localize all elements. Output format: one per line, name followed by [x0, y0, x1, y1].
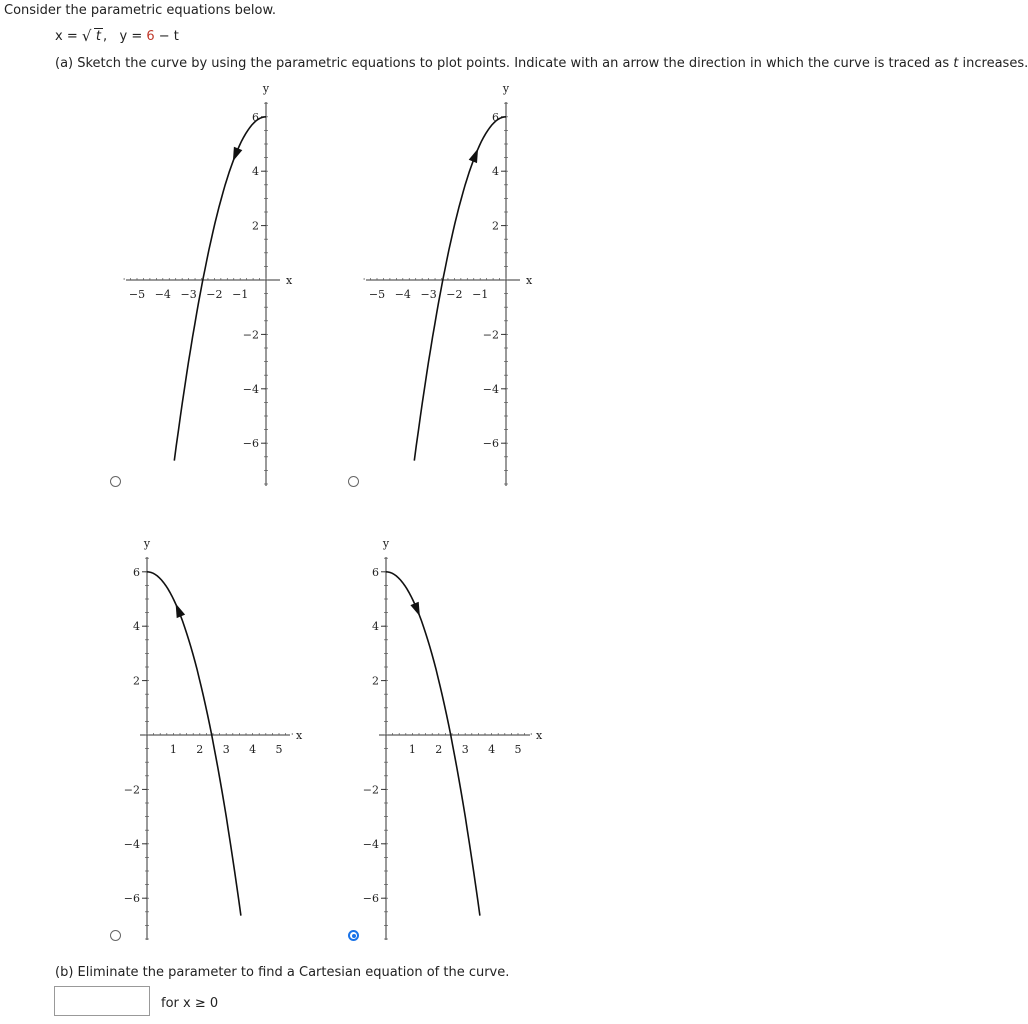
y-tick-label: 4: [492, 165, 499, 179]
option-3-radio[interactable]: [110, 930, 121, 941]
y-tick-label: 4: [372, 620, 379, 634]
x-tick-label: −4: [394, 288, 411, 301]
option-2-radio[interactable]: [348, 476, 359, 487]
y-tick-label: −6: [362, 892, 379, 906]
y-tick-label: −6: [482, 437, 499, 451]
y-tick-label: 6: [133, 565, 140, 579]
y-tick-label: 2: [372, 674, 379, 688]
eq-y-lhs: y =: [119, 29, 147, 44]
x-tick-label: −3: [420, 288, 437, 301]
y-tick-label: −2: [482, 328, 499, 342]
y-tick-label: 6: [252, 110, 259, 124]
y-axis-label: y: [143, 537, 151, 550]
cartesian-answer-input[interactable]: [54, 986, 150, 1016]
x-tick-label: 1: [169, 743, 177, 756]
x-tick-label: −1: [232, 288, 249, 301]
direction-arrow: [176, 603, 186, 618]
direction-arrow: [233, 147, 242, 162]
direction-arrow: [410, 602, 420, 617]
option-4-radio[interactable]: [348, 930, 359, 941]
eq-y-constant: 6: [146, 29, 155, 44]
y-tick-label: 6: [372, 565, 379, 579]
x-axis-label: x: [286, 274, 293, 287]
sqrt-argument: t: [95, 29, 101, 44]
y-tick-label: 2: [252, 219, 259, 233]
sqrt-icon: √: [81, 27, 92, 45]
y-axis-label: y: [262, 82, 270, 95]
x-tick-label: −1: [472, 288, 489, 301]
y-tick-label: −4: [482, 382, 499, 396]
y-tick-label: −6: [242, 437, 259, 451]
part-b-prompt: (b) Eliminate the parameter to find a Cartesian equation of the curve.: [55, 965, 510, 980]
x-axis-label: x: [526, 274, 533, 287]
y-tick-label: 4: [133, 620, 140, 634]
x-tick-label: 5: [275, 743, 283, 756]
y-tick-label: −4: [362, 837, 379, 851]
direction-arrow: [469, 148, 478, 163]
answer-condition: for x ≥ 0: [161, 996, 219, 1011]
x-tick-label: −3: [180, 288, 197, 301]
part-a-text: (a) Sketch the curve by using the parametric equations to plot points. Indicate with an arrow the direction in which the curve is traced as: [55, 56, 954, 71]
y-tick-label: 6: [492, 110, 499, 124]
parametric-equations: x = √ t , y = 6 − t: [55, 27, 179, 45]
x-axis-label: x: [296, 729, 303, 742]
y-tick-label: −6: [123, 892, 140, 906]
y-tick-label: 2: [492, 219, 499, 233]
y-tick-label: 4: [252, 165, 259, 179]
y-tick-label: −2: [123, 783, 140, 797]
x-tick-label: 1: [408, 743, 416, 756]
x-tick-label: 3: [222, 743, 230, 756]
x-axis-label: x: [536, 729, 543, 742]
eq-y-rest: − t: [154, 29, 179, 44]
question-intro: Consider the parametric equations below.: [4, 3, 277, 18]
y-tick-label: −2: [362, 783, 379, 797]
eq-x-lhs: x =: [55, 29, 82, 44]
y-tick-label: −4: [123, 837, 140, 851]
y-axis-label: y: [502, 82, 510, 95]
part-a-variable: t: [953, 56, 959, 71]
x-tick-label: −4: [154, 288, 171, 301]
x-tick-label: −2: [446, 288, 463, 301]
x-tick-label: 2: [196, 743, 204, 756]
graph-option-4: [363, 537, 543, 940]
y-axis-label: y: [382, 537, 390, 550]
option-1-radio[interactable]: [110, 476, 121, 487]
graph-option-1: [124, 82, 293, 486]
graph-option-2: [364, 82, 533, 486]
x-tick-label: −5: [128, 288, 146, 301]
x-tick-label: −5: [368, 288, 386, 301]
part-a-end: increases.: [958, 56, 1028, 71]
y-tick-label: −2: [242, 328, 259, 342]
x-tick-label: 4: [249, 743, 257, 756]
y-tick-label: 2: [133, 674, 140, 688]
x-tick-label: 3: [461, 743, 469, 756]
graph-option-3: [124, 537, 303, 940]
x-tick-label: −2: [206, 288, 223, 301]
x-tick-label: 5: [514, 743, 522, 756]
x-tick-label: 2: [435, 743, 443, 756]
x-tick-label: 4: [488, 743, 496, 756]
y-tick-label: −4: [242, 382, 259, 396]
